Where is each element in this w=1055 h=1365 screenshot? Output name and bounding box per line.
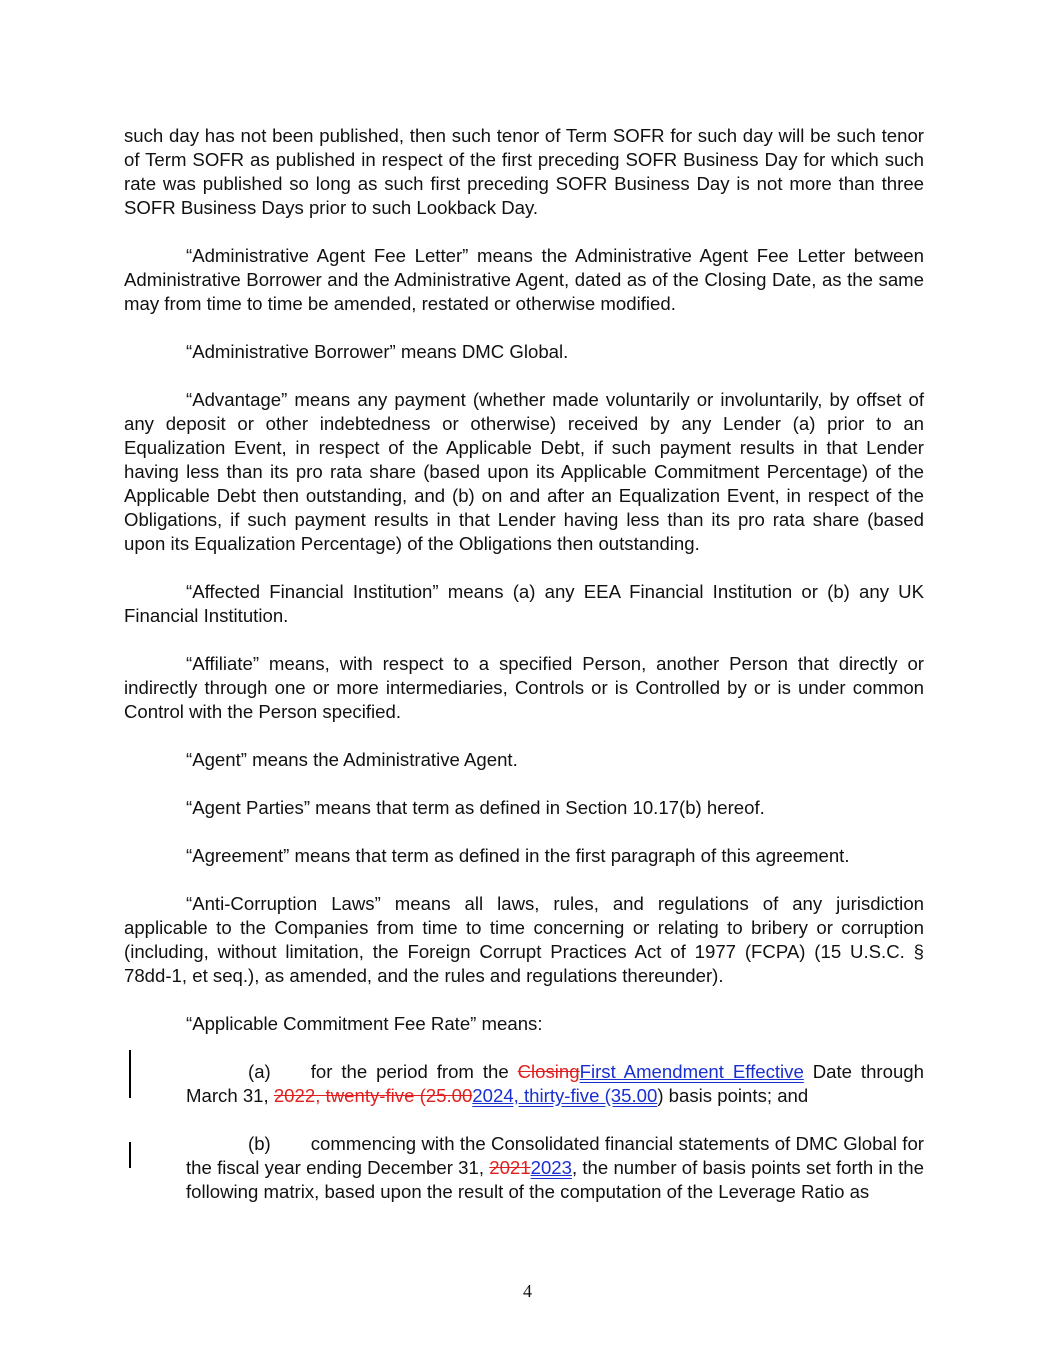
- definition-anti-corruption-laws: “Anti-Corruption Laws” means all laws, rules, and regulations of any jurisdiction applicable to the Companies from time to time concerning or relating to bribery or corruption (including, without limitation, the Foreign Corrupt Practices Act of 1977 (FCPA) (15 U.S.C. § 78dd-1, et seq.), as amended, and the rules and regulations thereunder).: [124, 893, 924, 986]
- clause-label: (b): [248, 1133, 271, 1154]
- change-bar: [129, 1142, 131, 1168]
- definition-advantage: “Advantage” means any payment (whether made voluntarily or involuntarily, by offset of any deposit or other indebtedness or otherwise) received by any Lender (a) prior to an Equalization Event, in respect of the Applicable Debt, if such payment results in that Lender having less than its pro rata share (based upon its Applicable Commitment Percentage) of the Applicable Debt then outstanding, and (b) on and after an Equalization Event, in respect of the Obligations, if such payment results in that Lender having less than its pro rata share (based upon its Equalization Percentage) of the Obligations then outstanding.: [124, 389, 924, 554]
- clause-label: (a): [248, 1061, 271, 1082]
- clause-text: , the number of basis points set forth in the following matrix, based upon the result of the computation of the Leverage Ratio as: [186, 1157, 924, 1202]
- clause-text: Date through March 31,: [186, 1061, 924, 1106]
- inserted-text: 2023: [530, 1157, 572, 1178]
- change-bar: [129, 1050, 131, 1098]
- deleted-text: 2022, twenty-five (25.00: [273, 1085, 473, 1106]
- definition-affiliate: “Affiliate” means, with respect to a specified Person, another Person that directly or indirectly through one or more intermediaries, Controls or is Controlled by or is under common Control with the Person specified.: [124, 653, 924, 722]
- paragraph-sofr-continuation: such day has not been published, then such tenor of Term SOFR for such day will be such tenor of Term SOFR as published in respect of the first preceding SOFR Business Day for which such rate was published so long as such first preceding SOFR Business Day is not more than three SOFR Business Days prior to such Lookback Day.: [124, 125, 924, 218]
- clause-a: [186, 1060, 924, 1108]
- inserted-text: First Amendment Effective: [579, 1061, 804, 1082]
- inserted-text: 2024, thirty-five (35.00: [472, 1085, 658, 1106]
- clause-text: for the period from the: [310, 1061, 518, 1082]
- deleted-text: 2021: [489, 1157, 531, 1178]
- clause-text: commencing with the Consolidated financial statements of DMC Global for the fiscal year ending December 31,: [186, 1133, 924, 1178]
- definition-applicable-commitment-fee-rate: “Applicable Commitment Fee Rate” means:: [186, 1013, 543, 1034]
- definition-agent: “Agent” means the Administrative Agent.: [186, 749, 518, 770]
- deleted-text: Closing: [517, 1061, 580, 1082]
- clause-text: ) basis points; and: [657, 1085, 809, 1106]
- definition-agreement: “Agreement” means that term as defined in the first paragraph of this agreement.: [186, 845, 850, 866]
- clause-b: [186, 1132, 924, 1204]
- definition-admin-agent-fee-letter: “Administrative Agent Fee Letter” means the Administrative Agent Fee Letter between Administrative Borrower and the Administrative Agent, dated as of the Closing Date, as the same may from time to time be amended, restated or otherwise modified.: [124, 245, 924, 314]
- document-body: [124, 124, 924, 1228]
- definition-affected-financial-institution: “Affected Financial Institution” means (a) any EEA Financial Institution or (b) any UK Financial Institution.: [124, 581, 924, 626]
- definition-agent-parties: “Agent Parties” means that term as defined in Section 10.17(b) hereof.: [186, 797, 765, 818]
- page-number: 4: [523, 1281, 532, 1301]
- definition-admin-borrower: “Administrative Borrower” means DMC Global.: [186, 341, 569, 362]
